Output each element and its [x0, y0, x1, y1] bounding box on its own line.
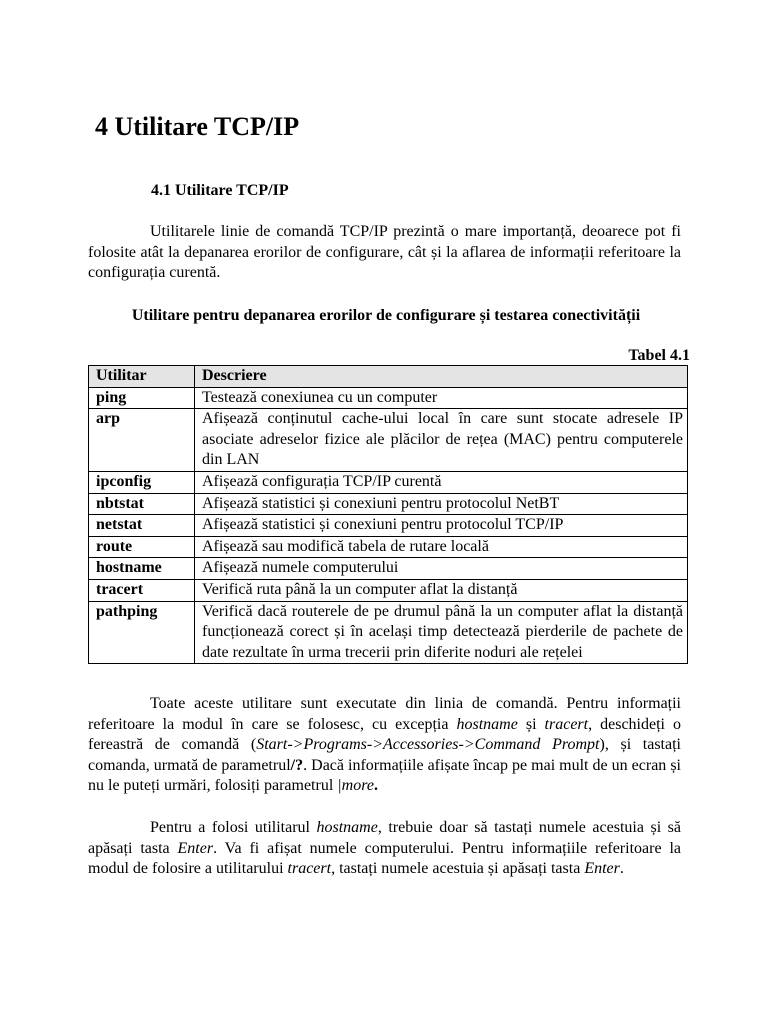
- table-row: [89, 387, 688, 409]
- utility-description: Afișează statistici și conexiuni pentru protocolul NetBT: [195, 493, 688, 515]
- command-tracert: tracert: [287, 860, 332, 878]
- text-run: .: [619, 860, 624, 878]
- utility-name: netstat: [89, 515, 195, 537]
- text-run: și: [517, 715, 545, 733]
- table-row: [89, 601, 688, 664]
- utility-description: Verifică ruta până la un computer aflat la distanță: [195, 579, 688, 601]
- command-tracert: tracert: [544, 715, 589, 733]
- text-run: .: [373, 777, 378, 795]
- menu-path: Start->Programs->Accessories->Command Prompt: [256, 736, 600, 754]
- text-run: . Dacă informațiile afișate încap pe mai mult de un ecran și nu le puteți urmări, folosiți parametrul: [88, 756, 682, 795]
- table-row: [89, 515, 688, 537]
- utility-name: ipconfig: [89, 471, 195, 493]
- command-hostname: hostname: [316, 819, 378, 836]
- utility-description: Afișează conținutul cache-ului local în care sunt stocate adresele IP asociate adreselor fizice ale plăcilor de rețea (MAC) pentru computerele din LAN: [195, 409, 688, 472]
- utility-name: arp: [89, 409, 195, 472]
- utility-name: nbtstat: [89, 493, 195, 515]
- command-hostname: hostname: [456, 715, 518, 733]
- table-row: [89, 579, 688, 601]
- utility-description: Testează conexiunea cu un computer: [195, 387, 688, 409]
- more-parameter: |more: [337, 777, 374, 795]
- text-run: Toate aceste utilitare sunt executate din linia de comandă. Pentru informații referitoare la modul în care se folosesc, cu excepția: [88, 695, 681, 733]
- chapter-title: 4 Utilitare TCP/IP: [95, 112, 300, 141]
- table-header-row: [89, 366, 688, 388]
- table-label: Tabel 4.1: [628, 347, 690, 364]
- utility-name: pathping: [89, 601, 195, 664]
- text-run: Pentru a folosi utilitarul: [150, 819, 317, 836]
- header-descriere: Descriere: [195, 366, 688, 388]
- header-utilitar: Utilitar: [89, 366, 195, 388]
- key-enter: Enter: [177, 839, 214, 857]
- utility-name: route: [89, 536, 195, 558]
- table-row: [89, 409, 688, 472]
- utility-description: Afișează numele computerului: [195, 558, 688, 580]
- utilities-table: [88, 365, 688, 664]
- utility-description: Afișează statistici și conexiuni pentru protocolul TCP/IP: [195, 515, 688, 537]
- utility-name: ping: [89, 387, 195, 409]
- text-run: , trebuie doar să tastați numele acestuia și să apăsați tasta: [88, 819, 681, 857]
- utility-name: tracert: [89, 579, 195, 601]
- table-caption: Utilitare pentru depanarea erorilor de configurare și testarea conectivității: [131, 307, 641, 324]
- intro-paragraph: Utilitarele linie de comandă TCP/IP prezintă o mare importanță, deoarece pot fi folosite atât la depanarea erorilor de configurare, cât și la aflarea de informații referitoare la configurația curentă.: [88, 223, 681, 282]
- table-row: [89, 536, 688, 558]
- text-run: , tastați numele acestuia și apăsați tasta: [331, 860, 585, 878]
- utility-description: Verifică dacă routerele de pe drumul până la un computer aflat la distanță funcționează corect și în același timp detectează pierderile de pachete de date rezultate în urma trecerii prin diferite noduri ale rețelei: [195, 601, 688, 664]
- table-row: [89, 471, 688, 493]
- text-run: , deschideți o fereastră de comandă (: [88, 715, 682, 754]
- table-row: [89, 493, 688, 515]
- table-row: [89, 558, 688, 580]
- text-run: ), și tastați comanda, urmată de parametrul: [88, 736, 681, 774]
- help-parameter: /?: [290, 756, 304, 774]
- utility-description: Afișează configurația TCP/IP curentă: [195, 471, 688, 493]
- utility-description: Afișează sau modifică tabela de rutare locală: [195, 536, 688, 558]
- usage-paragraph: [88, 694, 681, 797]
- section-title: 4.1 Utilitare TCP/IP: [151, 182, 289, 199]
- utility-name: hostname: [89, 558, 195, 580]
- text-run: . Va fi afișat numele computerului. Pentru informațiile referitoare la modul de folosire a utilitarului: [88, 839, 681, 878]
- hostname-tracert-paragraph: [88, 818, 681, 880]
- key-enter: Enter: [584, 860, 620, 878]
